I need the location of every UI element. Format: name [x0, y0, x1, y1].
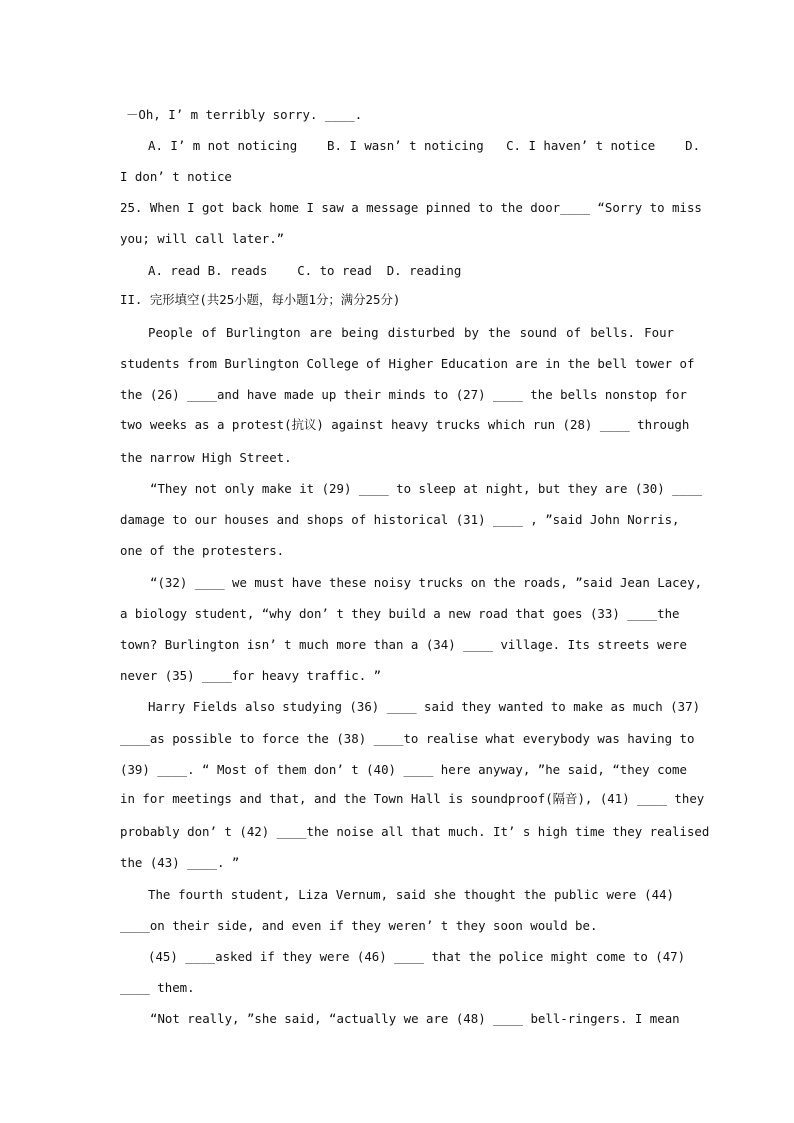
passage-line: damage to our houses and shops of historical (31) ____ , ”said John Norris, [120, 512, 680, 527]
passage-line: Harry Fields also studying (36) ____ said they wanted to make as much (37) [148, 699, 701, 714]
passage-line: students from Burlington College of Higher Education are in the bell tower of [120, 356, 695, 371]
section-heading-cloze: II. 完形填空(共25小题，每小题1分；满分25分) [120, 292, 401, 307]
passage-line: one of the protesters. [120, 543, 285, 558]
question-25-continuation: you; will call later.” [120, 231, 285, 246]
passage-line: town? Burlington isn’ t much more than a (34) ____ village. Its streets were [120, 637, 687, 652]
passage-line: People of Burlington are being disturbed by the sound of bells. Four [148, 325, 674, 340]
passage-line: in for meetings and that, and the Town Hall is soundproof(隔音), (41) ____ they [120, 791, 705, 806]
passage-line: The fourth student, Liza Vernum, said she thought the public were (44) [148, 887, 674, 902]
passage-line: the narrow High Street. [120, 450, 292, 465]
passage-line: two weeks as a protest(抗议) against heavy trucks which run (28) ____ through [120, 417, 690, 432]
passage-line: ____on their side, and even if they weren’ t they soon would be. [120, 918, 598, 933]
passage-line: the (43) ____. ” [120, 855, 240, 870]
passage-line: “(32) ____ we must have these noisy trucks on the roads, ”said Jean Lacey, [150, 575, 703, 590]
answer-options-line: A. I’ m not noticing B. I wasn’ t noticing C. I haven’ t notice D. [148, 138, 701, 153]
passage-line: the (26) ____and have made up their minds to (27) ____ the bells nonstop for [120, 387, 687, 402]
text-line: －Oh, I’ m terribly sorry. ____. [126, 107, 363, 122]
passage-line: (39) ____. “ Most of them don’ t (40) ____ here anyway, ”he said, “they come [120, 762, 687, 777]
question-25-options: A. read B. reads C. to read D. reading [148, 263, 462, 278]
passage-line: ____ them. [120, 980, 195, 995]
passage-line: “They not only make it (29) ____ to sleep at night, but they are (30) ____ [150, 481, 703, 496]
passage-line: probably don’ t (42) ____the noise all that much. It’ s high time they realised [120, 824, 710, 839]
passage-line: “Not really, ”she said, “actually we are (48) ____ bell-ringers. I mean [150, 1011, 680, 1026]
passage-line: a biology student, “why don’ t they build a new road that goes (33) ____the [120, 606, 680, 621]
passage-line: never (35) ____for heavy traffic. ” [120, 668, 382, 683]
passage-line: (45) ____asked if they were (46) ____ that the police might come to (47) [148, 949, 686, 964]
answer-options-continuation: I don’ t notice [120, 169, 232, 184]
question-25-text: 25. When I got back home I saw a message pinned to the door____ “Sorry to miss [120, 200, 702, 215]
passage-line: ____as possible to force the (38) ____to realise what everybody was having to [120, 731, 695, 746]
